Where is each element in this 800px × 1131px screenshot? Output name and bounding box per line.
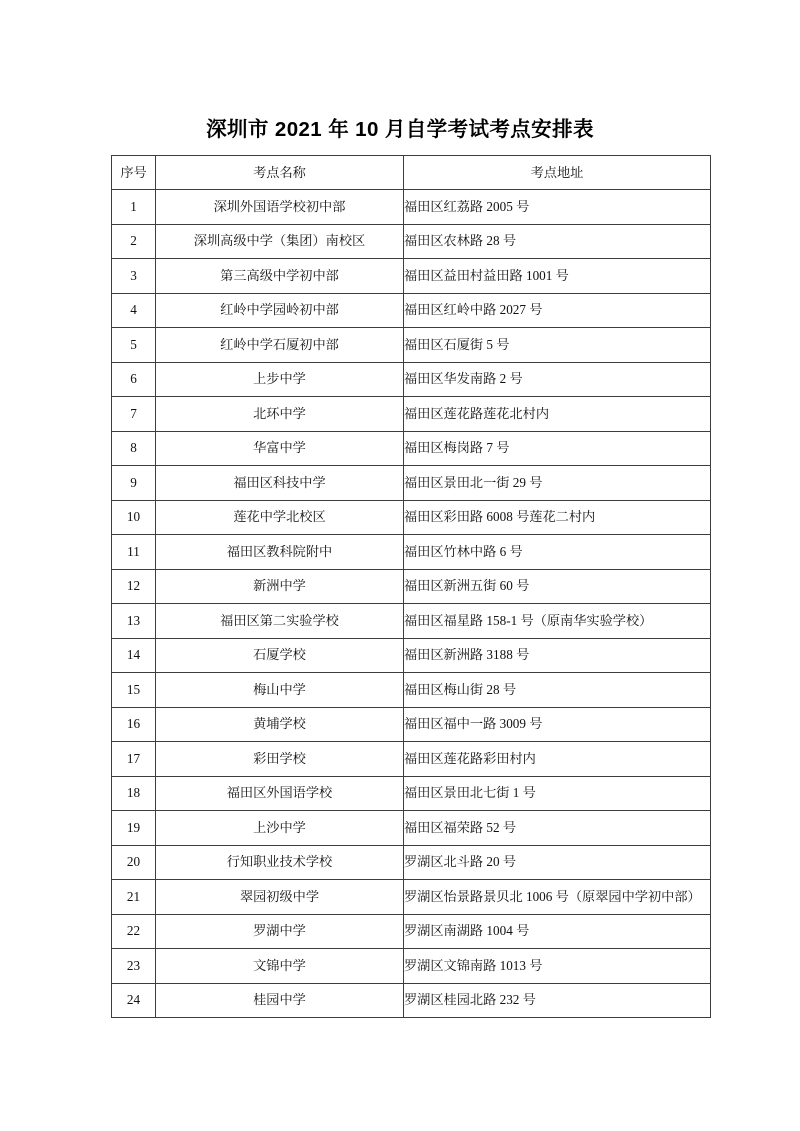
cell-venue-name: 福田区教科院附中 [156,535,404,570]
cell-venue-name: 梅山中学 [156,673,404,708]
cell-venue-name: 红岭中学园岭初中部 [156,293,404,328]
cell-venue-name: 罗湖中学 [156,914,404,949]
cell-venue-name: 莲花中学北校区 [156,500,404,535]
table-row [112,500,711,535]
cell-no: 2 [112,224,156,259]
column-header-name: 考点名称 [156,156,404,190]
cell-venue-address: 福田区景田北一街 29 号 [404,466,711,501]
table-row [112,293,711,328]
cell-no: 16 [112,707,156,742]
table-row [112,190,711,225]
cell-no: 19 [112,811,156,846]
cell-no: 12 [112,569,156,604]
cell-venue-name: 彩田学校 [156,742,404,777]
cell-venue-address: 福田区彩田路 6008 号莲花二村内 [404,500,711,535]
cell-no: 18 [112,776,156,811]
cell-no: 3 [112,259,156,294]
cell-venue-name: 福田区外国语学校 [156,776,404,811]
cell-venue-name: 福田区科技中学 [156,466,404,501]
cell-venue-name: 翠园初级中学 [156,880,404,915]
cell-venue-address: 福田区益田村益田路 1001 号 [404,259,711,294]
cell-venue-address: 罗湖区南湖路 1004 号 [404,914,711,949]
cell-venue-address: 福田区福中一路 3009 号 [404,707,711,742]
cell-venue-address: 罗湖区怡景路景贝北 1006 号（原翠园中学初中部） [404,880,711,915]
table-row [112,328,711,363]
table-row [112,914,711,949]
cell-venue-address: 罗湖区北斗路 20 号 [404,845,711,880]
cell-venue-name: 福田区第二实验学校 [156,604,404,639]
cell-venue-address: 福田区红荔路 2005 号 [404,190,711,225]
table-row [112,673,711,708]
cell-venue-name: 华富中学 [156,431,404,466]
cell-no: 17 [112,742,156,777]
cell-venue-address: 福田区福星路 158-1 号（原南华实验学校） [404,604,711,639]
cell-venue-name: 上步中学 [156,362,404,397]
exam-venues-table-container [111,155,710,1018]
cell-no: 23 [112,949,156,984]
cell-venue-name: 黄埔学校 [156,707,404,742]
cell-venue-name: 北环中学 [156,397,404,432]
cell-venue-address: 罗湖区桂园北路 232 号 [404,983,711,1018]
cell-no: 10 [112,500,156,535]
table-row [112,431,711,466]
cell-venue-address: 福田区红岭中路 2027 号 [404,293,711,328]
cell-venue-address: 福田区莲花路莲花北村内 [404,397,711,432]
cell-venue-address: 福田区莲花路彩田村内 [404,742,711,777]
table-row [112,466,711,501]
cell-venue-address: 福田区竹林中路 6 号 [404,535,711,570]
cell-venue-name: 深圳外国语学校初中部 [156,190,404,225]
table-row [112,224,711,259]
cell-no: 13 [112,604,156,639]
table-header [112,156,711,190]
table-row [112,604,711,639]
table-header-row [112,156,711,190]
cell-venue-name: 行知职业技术学校 [156,845,404,880]
table-row [112,880,711,915]
table-row [112,742,711,777]
cell-no: 5 [112,328,156,363]
cell-venue-name: 桂园中学 [156,983,404,1018]
cell-venue-name: 石厦学校 [156,638,404,673]
exam-venues-table [111,155,711,1018]
column-header-address: 考点地址 [404,156,711,190]
table-row [112,362,711,397]
cell-no: 11 [112,535,156,570]
table-row [112,707,711,742]
table-row [112,776,711,811]
cell-venue-address: 福田区石厦街 5 号 [404,328,711,363]
cell-no: 21 [112,880,156,915]
cell-venue-name: 文锦中学 [156,949,404,984]
table-row [112,949,711,984]
table-row [112,259,711,294]
cell-venue-name: 新洲中学 [156,569,404,604]
cell-no: 15 [112,673,156,708]
table-row [112,638,711,673]
cell-no: 1 [112,190,156,225]
cell-venue-address: 福田区梅山街 28 号 [404,673,711,708]
cell-no: 4 [112,293,156,328]
table-row [112,397,711,432]
cell-no: 14 [112,638,156,673]
cell-venue-address: 福田区农林路 28 号 [404,224,711,259]
cell-venue-address: 罗湖区文锦南路 1013 号 [404,949,711,984]
cell-venue-address: 福田区新洲五街 60 号 [404,569,711,604]
column-header-no: 序号 [112,156,156,190]
table-row [112,535,711,570]
table-row [112,845,711,880]
table-body [112,190,711,1018]
cell-venue-name: 上沙中学 [156,811,404,846]
table-row [112,811,711,846]
cell-no: 22 [112,914,156,949]
cell-venue-name: 红岭中学石厦初中部 [156,328,404,363]
cell-venue-name: 第三高级中学初中部 [156,259,404,294]
cell-venue-address: 福田区华发南路 2 号 [404,362,711,397]
cell-no: 8 [112,431,156,466]
cell-no: 20 [112,845,156,880]
cell-no: 6 [112,362,156,397]
cell-no: 7 [112,397,156,432]
cell-venue-address: 福田区福荣路 52 号 [404,811,711,846]
page-title: 深圳市 2021 年 10 月自学考试考点安排表 [206,118,594,141]
cell-no: 24 [112,983,156,1018]
cell-venue-address: 福田区景田北七街 1 号 [404,776,711,811]
cell-no: 9 [112,466,156,501]
table-row [112,983,711,1018]
cell-venue-address: 福田区梅岗路 7 号 [404,431,711,466]
table-row [112,569,711,604]
cell-venue-name: 深圳高级中学（集团）南校区 [156,224,404,259]
cell-venue-address: 福田区新洲路 3188 号 [404,638,711,673]
